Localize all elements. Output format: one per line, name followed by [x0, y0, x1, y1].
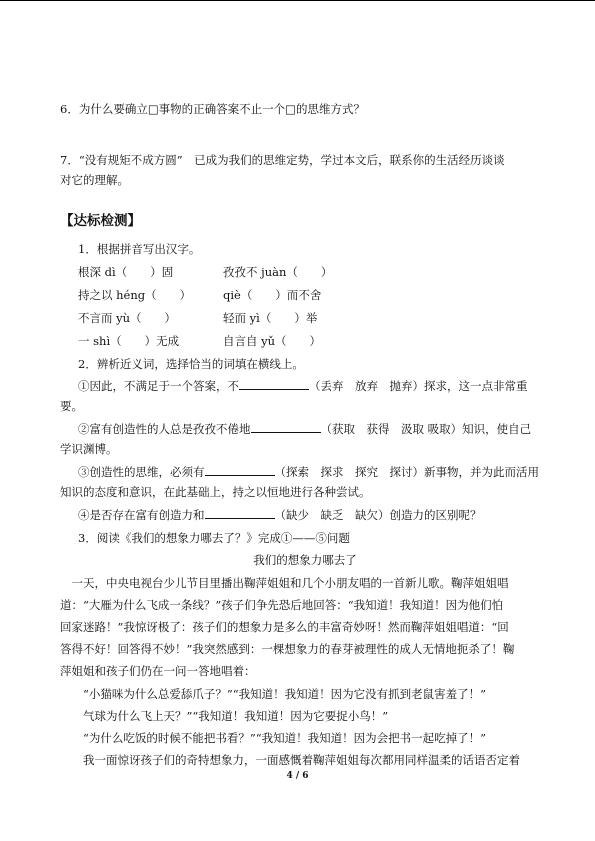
question-6: 6．为什么要确立□事物的正确答案不止一个□的思维方式？: [60, 102, 366, 116]
question-7-line-1: 7．“没有规矩不成方圆” 已成为我们的思维定势，学过本文后，联系你的生活经历谈谈: [60, 153, 505, 167]
page-number: 4 / 6: [286, 771, 309, 781]
fill-blank[interactable]: [251, 421, 321, 433]
paragraph-line: 气球为什么飞上天？”“我知道！我知道！因为它要捉小鸟！”: [60, 709, 389, 723]
exercise-1-line-2: 要。: [60, 399, 83, 413]
exercise-1-line-1: ①因此，不满足于一个答案，不 （丢弃 放弃 抛弃）探求，这一点非常重: [78, 379, 528, 393]
fill-blank[interactable]: [205, 464, 275, 476]
paragraph-line: 答得不好！回答得不妙！”我突然感到：一棵想象力的春芽被理性的成人无情地扼杀了！鞠: [60, 642, 515, 656]
pinyin-cell: 一 shì（ ）无成: [78, 334, 180, 348]
item-3: 3．阅读《我们的想象力哪去了？》完成①——⑤问题: [78, 531, 350, 545]
question-7-line-2: 对它的理解。: [60, 173, 129, 187]
exercise-4: ④是否存在富有创造力和 （缺少 缺乏 缺欠）创造力的区别呢？: [78, 508, 482, 522]
pinyin-cell: qiè（ ）而不舍: [223, 288, 322, 302]
section-title: 【达标检测】: [60, 213, 141, 229]
paragraph-line: 一天，中央电视台少儿节目里播出鞠萍姐姐和几个小朋友唱的一首新儿歌。鞠萍姐姐唱: [60, 576, 509, 590]
exercise-3-line-1: ③创造性的思维，必须有 （探索 探求 探究 探讨）新事物，并为此而活用: [78, 465, 539, 479]
item-1: 1．根据拼音写出汉字。: [78, 242, 201, 256]
paragraph-line: 萍姐姐和孩子们仍在一问一答地唱着：: [60, 664, 256, 678]
fill-blank[interactable]: [239, 378, 309, 390]
exercise-2-line-2: 学识渊博。: [60, 442, 118, 456]
paragraph-line: 道：“大雁为什么飞成一条线？”孩子们争先恐后地回答：“我知道！我知道！因为他们怕: [60, 598, 504, 612]
pinyin-cell: 不言而 yù（ ）: [78, 311, 177, 325]
pinyin-cell: 孜孜不 juàn（ ）: [223, 265, 333, 279]
pinyin-cell: 自言自 yǔ（ ）: [223, 334, 322, 348]
fill-blank[interactable]: [205, 507, 275, 519]
paragraph-line: “小猫咪为什么总爱舔爪子？”“我知道！我知道！因为它没有抓到老鼠害羞了！”: [60, 687, 487, 701]
pinyin-cell: 持之以 héng（ ）: [78, 288, 192, 302]
pinyin-cell: 根深 dì（ ）固: [78, 265, 174, 279]
paragraph-line: “为什么吃饭的时候不能把书看？”“我知道！我知道！因为会把书一起吃掉了！”: [60, 731, 487, 745]
paragraph-line: 回家迷路！”我惊讶极了：孩子们的想象力是多么的丰富奇妙呀！然而鞠萍姐姐唱道：“回: [60, 620, 509, 634]
page-top-rule: [0, 0, 595, 1]
exercise-2-line-1: ②富有创造性的人总是孜孜不倦地 （获取 获得 汲取 吸取）知识，使自己: [78, 422, 532, 436]
exercise-3-line-2: 知识的态度和意识，在此基础上，持之以恒地进行各种尝试。: [60, 485, 371, 499]
article-title: 我们的想象力哪去了: [253, 553, 357, 567]
item-2: 2．辨析近义词，选择恰当的词填在横线上。: [78, 357, 304, 371]
pinyin-cell: 轻而 yì（ ）举: [223, 311, 318, 325]
paragraph-line: 我一面惊讶孩子们的奇特想象力，一面感慨着鞠萍姐姐每次都用同样温柔的话语否定着: [60, 753, 520, 767]
